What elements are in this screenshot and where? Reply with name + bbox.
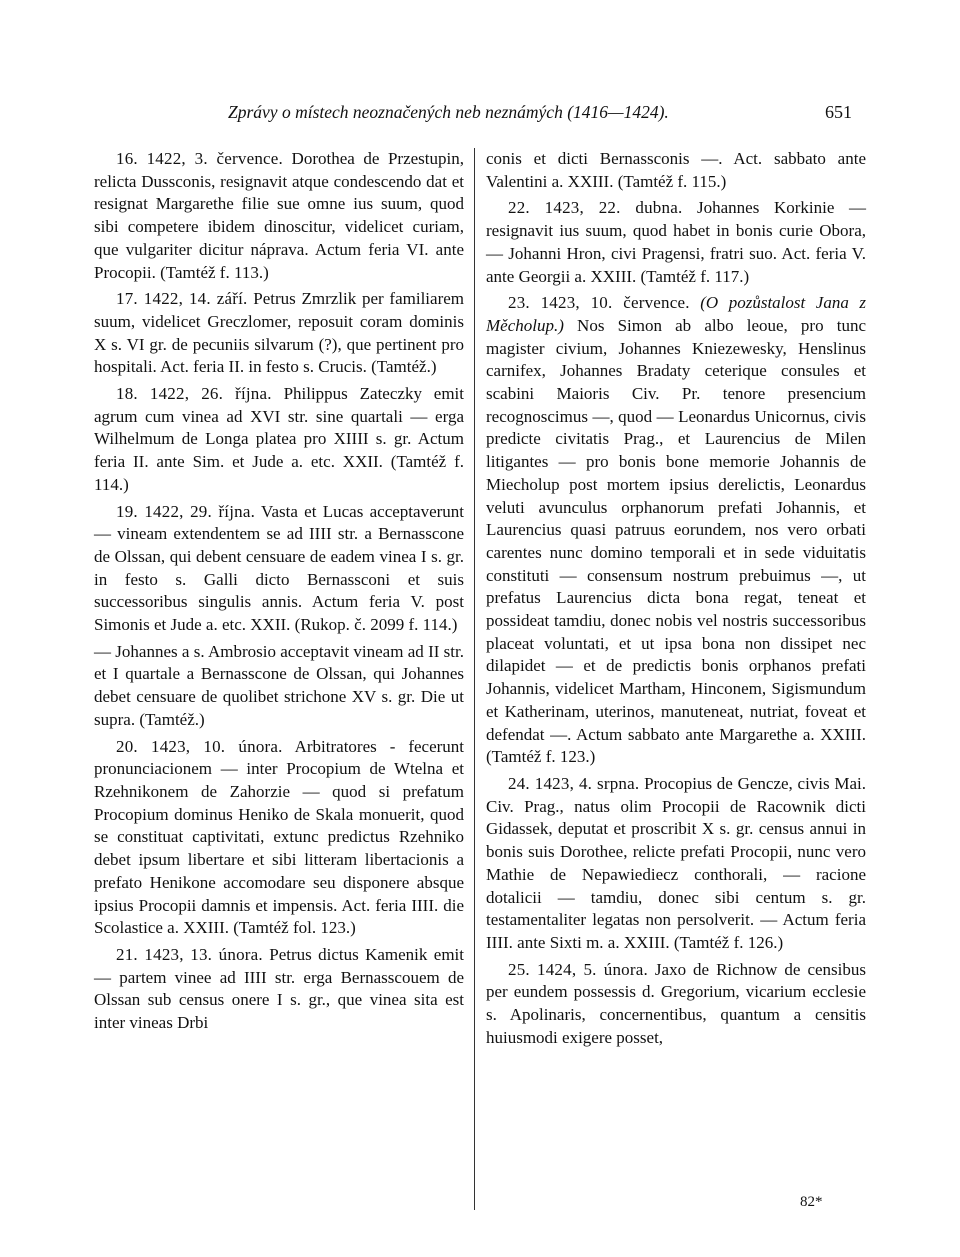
entry-text: Nos Simon ab albo leoue, pro tunc magister civium, Johannes Kniezewesky, Henslinus carnifex, Johannes Bradaty ceterique consules et scabini Maioris Civ. Pr. tenore presencium recognoscimus —, quod — Leonardus Unicornus, civis predicte civitatis Prag., et Laurencius de Milen litigantes — pro bonis bone memorie Johannis de Miecholup post mortem ipsius derelictis, Leonardus veluti avunculus orphanorum prefati Johannis, et Laurencius quasi patruus eorundem, nos vero orbati carentes nunc domino temporali et in sede viduitatis constituti — consensum nostrum prebuimus —, ut prefatus Laurencius dicta bona regat, teneat et possideat tamdiu, donec nobis vel nostris successoribus placeat voluntati, et ut ipsa bona non dissipet nec dilapidet — et de predictis bonis orphanos prefati Johannis, videlicet Martham, Hinconem, Sigismundum et Katherinam, uterinos, manuteneat, nutriat, foveat et defendat —. Actum sabbato ante Margarethe a. XXIII. (Tamtéž f. 123.) bbox=[486, 315, 867, 767]
entry-23 bbox=[486, 292, 866, 769]
entry-18 bbox=[94, 383, 464, 497]
left-column bbox=[94, 148, 464, 1039]
entry-heading: 24. 1423, 4. srpna. bbox=[508, 773, 640, 793]
entry-text: Petrus Zmrzlik per familiarem suum, videlicet Greczlomer, reposuit coram dominis X s. VI gr. de pecuniis silvarum (?), que pertinent pro hospitali. Act. feria II. in festo s. Crucis. (Tamtéž.) bbox=[94, 289, 465, 377]
entry-heading: 22. 1423, 22. dubna. bbox=[508, 198, 683, 218]
entry-text: Arbitratores - fecerunt pronunciacionem — inter Procopium de Wtelna et Rzehnikonem de Zahorzie — quod si prefatum Procopium dominus Heniko de Skala monuerit, quod se constituat captivitati, extunc predictus Rzehniko debet ipsum libertare et sibi litteram libertacionis a prefato Henikone accomodare seu disponere absque ipsius Procopii damnis et impensis. Act. feria IIII. die Scolastice a. XXIII. (Tamtéž fol. 123.) bbox=[94, 736, 464, 938]
entry-heading: 17. 1422, 14. září. bbox=[116, 289, 248, 309]
entry-text: Dorothea de Przestupin, relicta Dussconis, resignavit atque condescendo dat et resignat Margarethe filie sue omne ius suum, quod sibi competere ibidem dinoscitur, videlicet curiam, que vulgariter dicitur náprava. Actum feria VI. ante Procopii. (Tamtéž f. 113.) bbox=[94, 149, 464, 282]
entry-20 bbox=[94, 736, 464, 940]
entry-24 bbox=[486, 773, 866, 955]
entry-text: Johannes Korkinie — resignavit ius suum, quod habet in bonis curie Obora, — Johanni Hron, civi Pragensi, fratri suo. Act. feria V. ante Georgii a. XXIII. (Tamtéž f. 117.) bbox=[486, 198, 866, 286]
entry-heading: 21. 1423, 13. února. bbox=[116, 944, 263, 964]
entry-text: conis et dicti Bernassconis —. Act. sabbato ante Valentini a. XXIII. (Tamtéž f. 115.) bbox=[486, 149, 866, 191]
page-number: 651 bbox=[825, 102, 852, 122]
entry-text: Procopius de Gencze, civis Mai. Civ. Prag., natus olim Procopii de Racownik dicti Gidassek, deputat et proscribit X s. gr. census annui in bonis suis Dorothee, relicte prefati Procopii, nunc vero Mathie de Nepawiediecz conthorali, — racione dotalicii — tamdiu, donec sibi centum s. gr. testamentaliter legatas non persolverit. — Actum feria IIII. ante Sixti m. a. XXIII. (Tamtéž f. 126.) bbox=[486, 773, 866, 952]
entry-heading: 23. 1423, 10. července. bbox=[508, 293, 690, 313]
column-divider bbox=[474, 148, 475, 1210]
entry-25 bbox=[486, 959, 866, 1050]
entry-text: Jaxo de Richnow de censibus per eundem possessis d. Gregorium, vicarium ecclesie s. Apolinaris, concernentibus, quantum a censitis huiusmodi exigere posset, bbox=[486, 959, 867, 1047]
right-column bbox=[486, 148, 866, 1053]
entry-heading: 18. 1422, 26. října. bbox=[116, 384, 272, 404]
entry-22 bbox=[486, 197, 866, 288]
entry-text: Petrus dictus Kamenik emit — partem vinee ad IIII str. erga Bernasscouem de Olssan sub census onere I s. gr., que vinea sita est inter vineas Drbi bbox=[94, 944, 465, 1033]
entry-16 bbox=[94, 148, 464, 284]
entry-heading: 25. 1424, 5. února. bbox=[508, 959, 648, 979]
entry-19 bbox=[94, 501, 464, 637]
entry-text: — Johannes a s. Ambrosio acceptavit vineam ad II str. et I quartale a Bernasscone de Olssan, qui Johannes debet censuare de quolibet strichone XV s. gr. Die ut supra. (Tamtéž.) bbox=[94, 641, 464, 729]
running-header bbox=[0, 100, 960, 130]
entry-21-continuation bbox=[486, 148, 866, 193]
signature-mark: 82* bbox=[800, 1194, 823, 1210]
entry-heading: 19. 1422, 29. října. bbox=[116, 501, 256, 521]
entry-19-continuation bbox=[94, 641, 464, 732]
entry-subject: (O pozůstalost Jana z Měcholup.) bbox=[486, 293, 866, 335]
entry-heading: 20. 1423, 10. února. bbox=[116, 736, 283, 756]
entry-17 bbox=[94, 288, 464, 379]
entry-text: Philippus Zateczky emit agrum cum vinea ad XVI str. sine quartali — erga Wilhelmum de Longa platea pro XIIII s. gr. Actum feria II. ante Sim. et Jude a. etc. XXII. (Tamtéž f. 114.) bbox=[94, 384, 465, 494]
entry-heading: 16. 1422, 3. července. bbox=[116, 149, 283, 168]
running-title: Zprávy o místech neoznačených neb neznámých (1416—1424). bbox=[228, 102, 669, 122]
entry-21 bbox=[94, 944, 464, 1035]
entry-text: Vasta et Lucas acceptaverunt — vineam extendentem se ad IIII str. a Bernasscone de Olssan, qui debent censuare de eadem vinea I s. gr. in festo s. Galli dicto Bernassconi et suis successoribus singulis annis. Actum feria V. post Simonis et Jude a. etc. XXII. (Rukop. č. 2099 f. 114.) bbox=[94, 501, 464, 635]
